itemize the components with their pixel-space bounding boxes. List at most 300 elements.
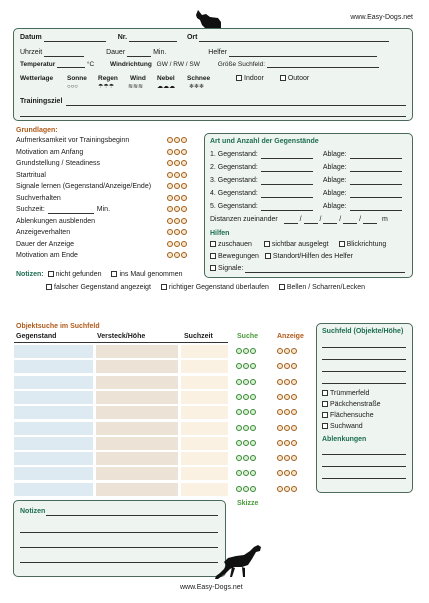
suchfeld-line-4[interactable] <box>322 383 406 384</box>
ablage-field[interactable] <box>350 152 402 159</box>
smiley-bad-icon[interactable] <box>181 183 187 189</box>
smiley-neutral-icon[interactable] <box>284 486 290 492</box>
smiley-bad-icon[interactable] <box>250 440 256 446</box>
notizen-line-2[interactable] <box>20 532 218 533</box>
smiley-neutral-icon[interactable] <box>243 409 249 415</box>
gegenstand-field[interactable] <box>261 204 313 211</box>
smiley-neutral-icon[interactable] <box>284 470 290 476</box>
gegenstand-field[interactable] <box>261 178 313 185</box>
truemmerfeld-label: Trümmerfeld <box>330 390 370 397</box>
gegenstand-cell[interactable] <box>14 345 93 358</box>
smiley-bad-icon[interactable] <box>291 425 297 431</box>
gegenstand-field[interactable] <box>261 191 313 198</box>
smiley-good-icon[interactable] <box>277 379 283 385</box>
smiley-neutral-icon[interactable] <box>284 455 290 461</box>
weather-regen: Regen <box>98 75 118 82</box>
bellen-label: Bellen / Scharren/Lecken <box>286 284 366 291</box>
smiley-bad-icon[interactable] <box>250 409 256 415</box>
datum-field[interactable] <box>44 35 106 42</box>
smiley-good-icon[interactable] <box>277 409 283 415</box>
grundlagen-rating[interactable] <box>166 206 187 214</box>
weather-sonne: Sonne <box>67 75 87 82</box>
anzeige-rating[interactable] <box>276 348 297 356</box>
trainingsziel-line-2[interactable] <box>20 116 406 117</box>
smiley-bad-icon[interactable] <box>291 394 297 400</box>
smiley-good-icon[interactable] <box>277 440 283 446</box>
trainingsziel-label: Trainingsziel <box>20 98 63 105</box>
anzeige-rating[interactable] <box>276 394 297 402</box>
smiley-neutral-icon[interactable] <box>284 409 290 415</box>
smiley-neutral-icon[interactable] <box>284 440 290 446</box>
grundlagen-item <box>16 183 151 191</box>
bewegungen-label: Bewegungen <box>218 253 259 260</box>
gegenstand-label: 4. Gegenstand: <box>210 190 258 197</box>
smiley-good-icon[interactable] <box>167 218 173 224</box>
grundlagen-item <box>16 252 78 260</box>
gegenstand-label: 1. Gegenstand: <box>210 151 258 158</box>
smiley-good-icon[interactable] <box>167 172 173 178</box>
indoor-label: Indoor <box>244 75 264 82</box>
ablenkungen-line-3[interactable] <box>322 478 406 479</box>
gegenstand-field[interactable] <box>261 152 313 159</box>
gegenstand-row <box>210 203 402 211</box>
nr-field[interactable] <box>129 35 177 42</box>
temperatur-field[interactable] <box>57 61 85 68</box>
ablage-label: Ablage: <box>322 203 347 210</box>
grundlagen-rating[interactable] <box>166 160 187 168</box>
smiley-good-icon[interactable] <box>167 252 173 258</box>
versteck-cell[interactable] <box>96 360 178 373</box>
smiley-bad-icon[interactable] <box>291 348 297 354</box>
versteck-cell[interactable] <box>96 437 178 450</box>
site-url-header[interactable]: www.Easy-Dogs.net <box>350 14 413 21</box>
smiley-bad-icon[interactable] <box>250 363 256 369</box>
grundlagen-title: Grundlagen: <box>16 127 58 134</box>
grundlagen-rating[interactable] <box>166 218 187 226</box>
smiley-good-icon[interactable] <box>277 363 283 369</box>
smiley-good-icon[interactable] <box>236 486 242 492</box>
suchfeld-line-1[interactable] <box>322 347 406 348</box>
dauer-label: Dauer <box>106 49 126 56</box>
smiley-good-icon[interactable] <box>167 137 173 143</box>
smiley-bad-icon[interactable] <box>291 455 297 461</box>
grundlagen-rating[interactable] <box>166 195 187 203</box>
smiley-neutral-icon[interactable] <box>174 241 180 247</box>
versteck-cell[interactable] <box>96 483 178 496</box>
sonne-symbols[interactable]: ○○○ <box>67 84 78 90</box>
grundlagen-item-label: Aufmerksamkeit vor Trainingsbeginn <box>16 137 130 144</box>
smiley-neutral-icon[interactable] <box>174 149 180 155</box>
sichtbar-checkbox[interactable] <box>264 241 270 247</box>
richtiger-gegenstand-checkbox[interactable] <box>161 284 167 290</box>
suchzeit-cell[interactable] <box>181 467 228 480</box>
bellen-checkbox[interactable] <box>279 284 285 290</box>
smiley-neutral-icon[interactable] <box>284 425 290 431</box>
smiley-good-icon[interactable] <box>236 394 242 400</box>
smiley-good-icon[interactable] <box>236 363 242 369</box>
sichtbar-label: sichtbar ausgelegt <box>271 241 329 248</box>
distanz-field-1[interactable] <box>284 217 298 224</box>
versteck-cell[interactable] <box>96 391 178 404</box>
ort-label: Ort <box>186 34 198 41</box>
anzeige-rating[interactable] <box>276 470 297 478</box>
anzeige-rating[interactable] <box>276 425 297 433</box>
smiley-bad-icon[interactable] <box>250 486 256 492</box>
smiley-bad-icon[interactable] <box>250 425 256 431</box>
gegenstaende-box: Art und Anzahl der Gegenstände 1. Gegenstand: Ablage: 2. Gegenstand: Ablage: 3. Gegenstand: Ablage: 4. Gegenstand: Ablage: 5. Gegenstand: Ablage: Distanzen zueinander / / / / m Hilfen zuschauen sichtbar ausgelegt Blickrichtung Bewegungen Standort/Hilfen des Helfer Signale: <box>204 133 413 278</box>
distanz-field-4[interactable] <box>343 217 357 224</box>
versteck-cell[interactable] <box>96 467 178 480</box>
smiley-bad-icon[interactable] <box>250 455 256 461</box>
gegenstand-label: 5. Gegenstand: <box>210 203 258 210</box>
smiley-good-icon[interactable] <box>277 394 283 400</box>
ort-field[interactable] <box>199 35 389 42</box>
suchzeit-cell[interactable] <box>181 360 228 373</box>
smiley-neutral-icon[interactable] <box>243 425 249 431</box>
smiley-good-icon[interactable] <box>167 160 173 166</box>
smiley-good-icon[interactable] <box>236 379 242 385</box>
grundlagen-item <box>16 195 61 203</box>
suche-rating[interactable] <box>235 348 256 356</box>
helfer-label: Helfer <box>208 49 227 56</box>
regen-symbols[interactable]: ☂☂☂ <box>98 84 115 90</box>
helfer-field[interactable] <box>229 50 377 57</box>
smiley-neutral-icon[interactable] <box>284 394 290 400</box>
grundlagen-rating[interactable] <box>166 241 187 249</box>
suchzeit-cell[interactable] <box>181 437 228 450</box>
ablenkungen-line-1[interactable] <box>322 454 406 455</box>
grundlagen-item-label: Motivation am Ende <box>16 252 78 259</box>
grundlagen-item <box>16 229 70 237</box>
smiley-neutral-icon[interactable] <box>174 137 180 143</box>
anzeige-rating[interactable] <box>276 440 297 448</box>
ablage-label: Ablage: <box>322 190 347 197</box>
smiley-bad-icon[interactable] <box>181 149 187 155</box>
smiley-neutral-icon[interactable] <box>243 470 249 476</box>
notizen-box-title: Notizen <box>20 508 46 515</box>
versteck-cell[interactable] <box>96 422 178 435</box>
suchzeit-cell[interactable] <box>181 406 228 419</box>
smiley-good-icon[interactable] <box>277 348 283 354</box>
anzeige-rating[interactable] <box>276 363 297 371</box>
zuschauen-label: zuschauen <box>218 241 252 248</box>
smiley-good-icon[interactable] <box>236 348 242 354</box>
smiley-neutral-icon[interactable] <box>174 252 180 258</box>
smiley-good-icon[interactable] <box>236 425 242 431</box>
smiley-good-icon[interactable] <box>236 440 242 446</box>
objektsuche-header-line <box>14 342 228 343</box>
smiley-neutral-icon[interactable] <box>174 160 180 166</box>
grundlagen-rating[interactable] <box>166 252 187 260</box>
weather-schnee: Schnee <box>187 75 211 82</box>
signale-checkbox[interactable] <box>210 265 216 271</box>
gegenstand-cell[interactable] <box>14 437 93 450</box>
col-suchzeit: Suchzeit <box>184 333 213 340</box>
header-info-box <box>13 28 413 121</box>
ablage-label: Ablage: <box>322 177 347 184</box>
gegenstand-cell[interactable] <box>14 360 93 373</box>
datum-label: Datum <box>20 34 42 41</box>
smiley-bad-icon[interactable] <box>291 409 297 415</box>
nicht-gefunden-checkbox[interactable] <box>48 271 54 277</box>
blickrichtung-checkbox[interactable] <box>339 241 345 247</box>
notizen-box <box>13 500 226 577</box>
smiley-good-icon[interactable] <box>236 470 242 476</box>
col-versteck: Versteck/Höhe <box>97 333 146 340</box>
smiley-neutral-icon[interactable] <box>243 363 249 369</box>
suchzeit-cell[interactable] <box>181 483 228 496</box>
ablage-field[interactable] <box>350 204 402 211</box>
grundlagen-item-label: Motivation am Anfang <box>16 148 84 156</box>
nebel-symbols[interactable]: ☁☁☁ <box>157 84 175 90</box>
grundlagen-rating[interactable] <box>166 183 187 191</box>
distanz-unit: m <box>382 216 388 223</box>
versteck-cell[interactable] <box>96 406 178 419</box>
grundlagen-rating[interactable] <box>166 137 187 145</box>
versteck-cell[interactable] <box>96 452 178 465</box>
gegenstand-label: 2. Gegenstand: <box>210 164 258 171</box>
col-gegenstand: Gegenstand <box>16 333 57 340</box>
standort-label: Standort/Hilfen des Helfer <box>272 253 353 260</box>
smiley-good-icon[interactable] <box>236 455 242 461</box>
smiley-bad-icon[interactable] <box>181 229 187 235</box>
indoor-checkbox[interactable] <box>236 75 242 81</box>
falscher-gegenstand-checkbox[interactable] <box>46 284 52 290</box>
gegenstand-cell[interactable] <box>14 452 93 465</box>
suche-rating[interactable] <box>235 470 256 478</box>
smiley-good-icon[interactable] <box>277 486 283 492</box>
smiley-good-icon[interactable] <box>167 195 173 201</box>
gegenstaende-title: Art und Anzahl der Gegenstände <box>210 138 319 145</box>
smiley-good-icon[interactable] <box>167 241 173 247</box>
smiley-bad-icon[interactable] <box>291 470 297 476</box>
wind-symbols[interactable]: ≋≋≋ <box>128 84 144 90</box>
suchfeld-box <box>316 323 413 493</box>
nicht-gefunden-label: nicht gefunden <box>55 271 102 278</box>
smiley-bad-icon[interactable] <box>250 470 256 476</box>
suche-rating[interactable] <box>235 425 256 433</box>
smiley-bad-icon[interactable] <box>181 160 187 166</box>
smiley-neutral-icon[interactable] <box>174 218 180 224</box>
wetterlage-label: Wetterlage <box>20 75 54 82</box>
flaechensuche-checkbox[interactable] <box>322 412 328 418</box>
ablage-field[interactable] <box>350 165 402 172</box>
smiley-bad-icon[interactable] <box>291 440 297 446</box>
groesse-suchfeld-label: Größe Suchfeld: <box>217 61 266 68</box>
grundlagen-item <box>16 206 110 214</box>
grundlagen-item <box>16 241 74 249</box>
site-url-footer[interactable]: www.Easy-Dogs.net <box>180 584 243 591</box>
grundlagen-item <box>16 172 46 180</box>
suchzeit-cell[interactable] <box>181 452 228 465</box>
anzeige-rating[interactable] <box>276 409 297 417</box>
smiley-neutral-icon[interactable] <box>284 348 290 354</box>
flaechensuche-label: Flächensuche <box>330 412 374 419</box>
gegenstand-cell[interactable] <box>14 406 93 419</box>
ablage-field[interactable] <box>350 191 402 198</box>
grundlagen-rating[interactable] <box>166 149 187 157</box>
gegenstand-cell[interactable] <box>14 376 93 389</box>
anzeige-rating[interactable] <box>276 455 297 463</box>
smiley-bad-icon[interactable] <box>291 379 297 385</box>
hilfen-title: Hilfen <box>210 230 230 237</box>
suchfeld-line-2[interactable] <box>322 359 406 360</box>
smiley-neutral-icon[interactable] <box>284 363 290 369</box>
skizze-label: Skizze <box>237 500 259 507</box>
schnee-symbols[interactable]: ❄❄❄ <box>189 84 205 90</box>
grundlagen-item-label: Grundstellung / Steadiness <box>16 160 101 167</box>
smiley-bad-icon[interactable] <box>250 394 256 400</box>
gegenstand-row <box>210 164 402 172</box>
grundlagen-item-label: Signale lernen (Gegenstand/Anzeige/Ende) <box>16 183 152 190</box>
smiley-good-icon[interactable] <box>277 455 283 461</box>
smiley-good-icon[interactable] <box>167 149 173 155</box>
celsius-unit: °C <box>86 61 95 68</box>
distanz-field-5[interactable] <box>363 217 377 224</box>
truemmerfeld-checkbox[interactable] <box>322 390 328 396</box>
notizen-line-4[interactable] <box>20 562 218 563</box>
grundlagen-item-label: Suchzeit: <box>16 206 45 213</box>
gegenstand-field[interactable] <box>261 165 313 172</box>
gegenstand-cell[interactable] <box>14 467 93 480</box>
gegenstand-cell[interactable] <box>14 422 93 435</box>
smiley-neutral-icon[interactable] <box>243 486 249 492</box>
objektsuche-title: Objektsuche im Suchfeld <box>16 323 100 330</box>
grundlagen-item <box>16 137 129 145</box>
temperatur-label: Temperatur <box>20 61 56 68</box>
blickrichtung-label: Blickrichtung <box>346 241 387 248</box>
distanzen-label: Distanzen zueinander <box>210 216 278 223</box>
smiley-neutral-icon[interactable] <box>243 455 249 461</box>
smiley-bad-icon[interactable] <box>181 137 187 143</box>
suche-rating[interactable] <box>235 363 256 371</box>
dauer-unit: Min. <box>153 49 167 56</box>
gegenstand-row <box>210 190 402 198</box>
ins-maul-checkbox[interactable] <box>111 271 117 277</box>
smiley-neutral-icon[interactable] <box>284 379 290 385</box>
smiley-neutral-icon[interactable] <box>243 348 249 354</box>
dauer-field[interactable] <box>127 50 151 57</box>
zuschauen-checkbox[interactable] <box>210 241 216 247</box>
windrichtung-label: Windrichtung <box>110 61 152 68</box>
suchzeit-cell[interactable] <box>181 376 228 389</box>
suche-rating[interactable] <box>235 455 256 463</box>
smiley-bad-icon[interactable] <box>181 206 187 212</box>
ins-maul-label: ins Maul genommen <box>119 271 183 278</box>
anzeige-rating[interactable] <box>276 379 297 387</box>
weather-nebel: Nebel <box>157 75 175 82</box>
smiley-bad-icon[interactable] <box>291 486 297 492</box>
smiley-neutral-icon[interactable] <box>174 229 180 235</box>
sniffing-dog-icon <box>212 543 264 581</box>
signale-field[interactable] <box>245 266 405 273</box>
suche-rating[interactable] <box>235 379 256 387</box>
smiley-neutral-icon[interactable] <box>243 379 249 385</box>
gegenstand-cell[interactable] <box>14 483 93 496</box>
suche-rating[interactable] <box>235 394 256 402</box>
suchzeit-field[interactable] <box>48 207 94 214</box>
smiley-bad-icon[interactable] <box>181 252 187 258</box>
smiley-bad-icon[interactable] <box>250 348 256 354</box>
smiley-neutral-icon[interactable] <box>243 394 249 400</box>
grundlagen-item <box>16 149 83 157</box>
nr-label: Nr. <box>117 34 128 41</box>
smiley-good-icon[interactable] <box>236 409 242 415</box>
suchzeit-unit: Min. <box>96 206 111 213</box>
smiley-good-icon[interactable] <box>167 229 173 235</box>
suche-rating[interactable] <box>235 409 256 417</box>
col-suche: Suche <box>237 333 259 340</box>
wind-options: GW / RW / SW <box>156 61 200 68</box>
distanz-field-3[interactable] <box>323 217 337 224</box>
versteck-cell[interactable] <box>96 376 178 389</box>
smiley-bad-icon[interactable] <box>181 172 187 178</box>
ablage-label: Ablage: <box>322 164 347 171</box>
smiley-bad-icon[interactable] <box>291 363 297 369</box>
smiley-good-icon[interactable] <box>167 183 173 189</box>
suche-rating[interactable] <box>235 486 256 494</box>
suchzeit-cell[interactable] <box>181 422 228 435</box>
uhrzeit-field[interactable] <box>44 50 84 57</box>
outdoor-checkbox[interactable] <box>280 75 286 81</box>
smiley-neutral-icon[interactable] <box>243 440 249 446</box>
ablenkungen-title: Ablenkungen <box>322 436 367 443</box>
grundlagen-item-label: Anzeigeverhalten <box>16 229 71 236</box>
notizen-inline-label: Notizen: <box>16 271 44 278</box>
col-anzeige: Anzeige <box>277 333 304 340</box>
trainingsziel-line-1[interactable] <box>66 105 406 106</box>
smiley-good-icon[interactable] <box>277 470 283 476</box>
smiley-bad-icon[interactable] <box>250 379 256 385</box>
standort-checkbox[interactable] <box>265 253 271 259</box>
grundlagen-rating[interactable] <box>166 172 187 180</box>
notizen-line-3[interactable] <box>20 547 218 548</box>
groesse-suchfeld-field[interactable] <box>267 61 379 68</box>
ablenkungen-line-2[interactable] <box>322 466 406 467</box>
ablage-field[interactable] <box>350 178 402 185</box>
signale-label: Signale: <box>218 265 244 272</box>
gegenstand-cell[interactable] <box>14 391 93 404</box>
notizen-line-1[interactable] <box>46 515 218 516</box>
distanz-field-2[interactable] <box>304 217 318 224</box>
suchwand-checkbox[interactable] <box>322 423 328 429</box>
versteck-cell[interactable] <box>96 345 178 358</box>
grundlagen-item-label: Dauer der Anzeige <box>16 240 74 248</box>
smiley-neutral-icon[interactable] <box>174 172 180 178</box>
paeckchenstrasse-checkbox[interactable] <box>322 401 328 407</box>
smiley-bad-icon[interactable] <box>181 241 187 247</box>
smiley-bad-icon[interactable] <box>181 195 187 201</box>
richtiger-gegenstand-label: richtiger Gegenstand überlaufen <box>168 284 269 291</box>
smiley-good-icon[interactable] <box>167 206 173 212</box>
grundlagen-rating[interactable] <box>166 229 187 237</box>
ablage-label: Ablage: <box>322 151 347 158</box>
suchzeit-cell[interactable] <box>181 391 228 404</box>
suchzeit-cell[interactable] <box>181 345 228 358</box>
smiley-good-icon[interactable] <box>277 425 283 431</box>
gegenstand-row <box>210 151 402 159</box>
grundlagen-item-label: Suchverhalten <box>16 194 61 202</box>
smiley-neutral-icon[interactable] <box>174 183 180 189</box>
falscher-gegenstand-label: falscher Gegenstand angezeigt <box>54 284 151 291</box>
smiley-neutral-icon[interactable] <box>174 206 180 212</box>
suche-rating[interactable] <box>235 440 256 448</box>
smiley-bad-icon[interactable] <box>181 218 187 224</box>
bewegungen-checkbox[interactable] <box>210 253 216 259</box>
smiley-neutral-icon[interactable] <box>174 195 180 201</box>
anzeige-rating[interactable] <box>276 486 297 494</box>
suchfeld-line-3[interactable] <box>322 371 406 372</box>
